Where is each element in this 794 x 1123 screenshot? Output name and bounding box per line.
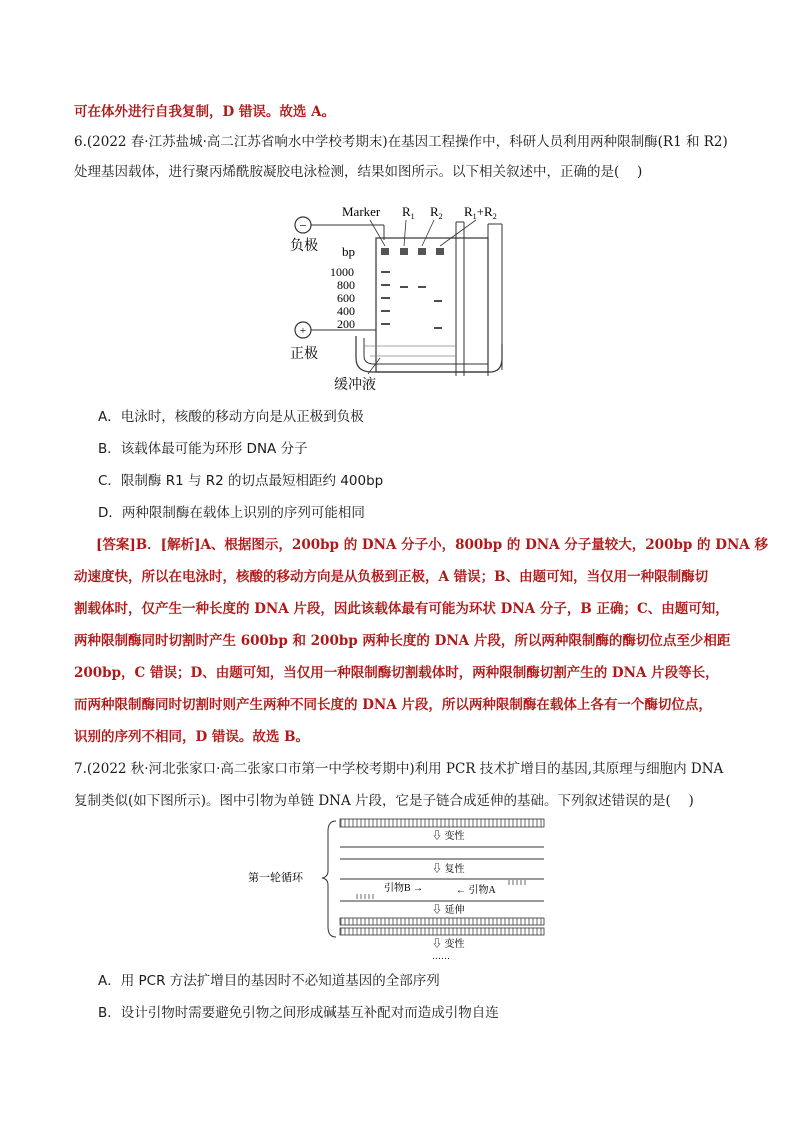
tick-800: 800 (337, 278, 355, 292)
tick-1000: 1000 (330, 265, 354, 279)
well-r2 (418, 248, 426, 255)
product-double-strand-1 (340, 918, 544, 925)
well-r1 (400, 248, 408, 255)
q6-stem-line-2: 处理基因载体，进行聚丙烯酰胺凝胶电泳检测，结果如图所示。以下相关叙述中，正确的是( ) (74, 164, 643, 180)
cycle-label: 第一轮循环 (248, 872, 303, 884)
template-double-strand (340, 819, 544, 827)
primer-b-label: 引物B → (384, 883, 424, 894)
q6-answer-line-5: 200bp，C 错误；D、由题可知，当仅用一种限制酶切割载体时，两种限制酶切割产生的 DNA 片段等长， (74, 665, 719, 681)
q6-answer-line-4: 两种限制酶同时切割时产生 600bp 和 200bp 两种长度的 DNA 片段，所以两种限制酶的酶切位点至少相距 (74, 633, 731, 649)
tick-200: 200 (337, 317, 355, 331)
step-extend-label: ⇩ 延伸 (432, 905, 465, 916)
primer-b-mark (356, 894, 376, 899)
tick-600: 600 (337, 291, 355, 305)
tick-400: 400 (337, 304, 355, 318)
positive-pole-label: 正极 (290, 347, 318, 362)
primer-a-mark (506, 880, 526, 885)
plus-sign: + (299, 325, 307, 337)
q6-answer-line-3: 割载体时，仅产生一种长度的 DNA 片段，因此该载体最有可能为环状 DNA 分子，B 正确；C、由题可知， (74, 601, 729, 617)
electrophoresis-figure (284, 198, 514, 398)
q6-answer-line-2: 动速度快，所以在电泳时，核酸的移动方向是从负极到正极，A 错误；B、由题可知，当仅用一种限制酶切 (74, 569, 709, 585)
cycle-brace (322, 821, 336, 937)
r1-label: $R_1$ (402, 204, 415, 221)
marker-label: Marker (342, 204, 381, 219)
q6-option-b: B．该载体最可能为环形 DNA 分子 (98, 441, 308, 457)
q7-stem-line-2: 复制类似(如下图所示)。图中引物为单链 DNA 片段，它是子链合成延伸的基础。下列叙述错误的是( ) (74, 793, 694, 809)
q7-option-a: A．用 PCR 方法扩增目的基因时不必知道基因的全部序列 (98, 973, 440, 989)
negative-pole-label: 负极 (290, 239, 318, 254)
q6-answer-line-7: 识别的序列不相同，D 错误。故选 B。 (74, 729, 310, 745)
step-denature-label: ⇩ 变性 (432, 831, 465, 842)
q6-option-d: D．两种限制酶在载体上识别的序列可能相同 (98, 505, 365, 521)
q6-option-a: A．电泳时，核酸的移动方向是从正极到负极 (98, 409, 364, 425)
q6-option-c: C．限制酶 R1 与 R2 的切点最短相距约 400bp (98, 473, 384, 489)
step-anneal-label: ⇩ 复性 (432, 864, 465, 875)
well-marker (381, 248, 389, 255)
r1-r2-label: $R_1+R_2$ (464, 204, 497, 221)
q6-answer-line-1: [答案]B．[解析]A、根据图示，200bp 的 DNA 分子小，800bp 的 DNA 分子量较大，200bp 的 DNA 移 (96, 537, 768, 553)
well-r1-r2 (436, 248, 444, 255)
r2-label: $R_2$ (430, 204, 443, 221)
step-denature-2-label: ⇩ 变性 (432, 939, 465, 950)
product-double-strand-2 (340, 928, 544, 935)
q7-option-b: B．设计引物时需要避免引物之间形成碱基互补配对而造成引物自连 (98, 1005, 499, 1021)
q6-stem-line-1: 6.(2022 春·江苏盐城·高二江苏省响水中学校考期末)在基因工程操作中，科研人员利用两种限制酶(R1 和 R2) (74, 134, 728, 150)
buffer-label: 缓冲液 (334, 378, 376, 393)
continuation-dots: …… (432, 951, 450, 961)
gel-plate (376, 238, 488, 372)
buffer-tank (356, 336, 502, 372)
pcr-cycle-figure (244, 815, 556, 963)
q7-stem-line-1: 7.(2022 秋·河北张家口·高二张家口市第一中学校考期中)利用 PCR 技术扩增目的基因,其原理与细胞内 DNA (74, 761, 724, 777)
minus-sign: − (299, 218, 307, 233)
bp-unit-label: bp (342, 244, 355, 259)
primer-a-label: ← 引物A (456, 885, 496, 896)
previous-answer-tail: 可在体外进行自我复制，D 错误。故选 A。 (74, 104, 336, 120)
q6-answer-line-6: 而两种限制酶同时切割时则产生两种不同长度的 DNA 片段，所以两种限制酶在载体上各有一个酶切位点， (74, 697, 712, 713)
